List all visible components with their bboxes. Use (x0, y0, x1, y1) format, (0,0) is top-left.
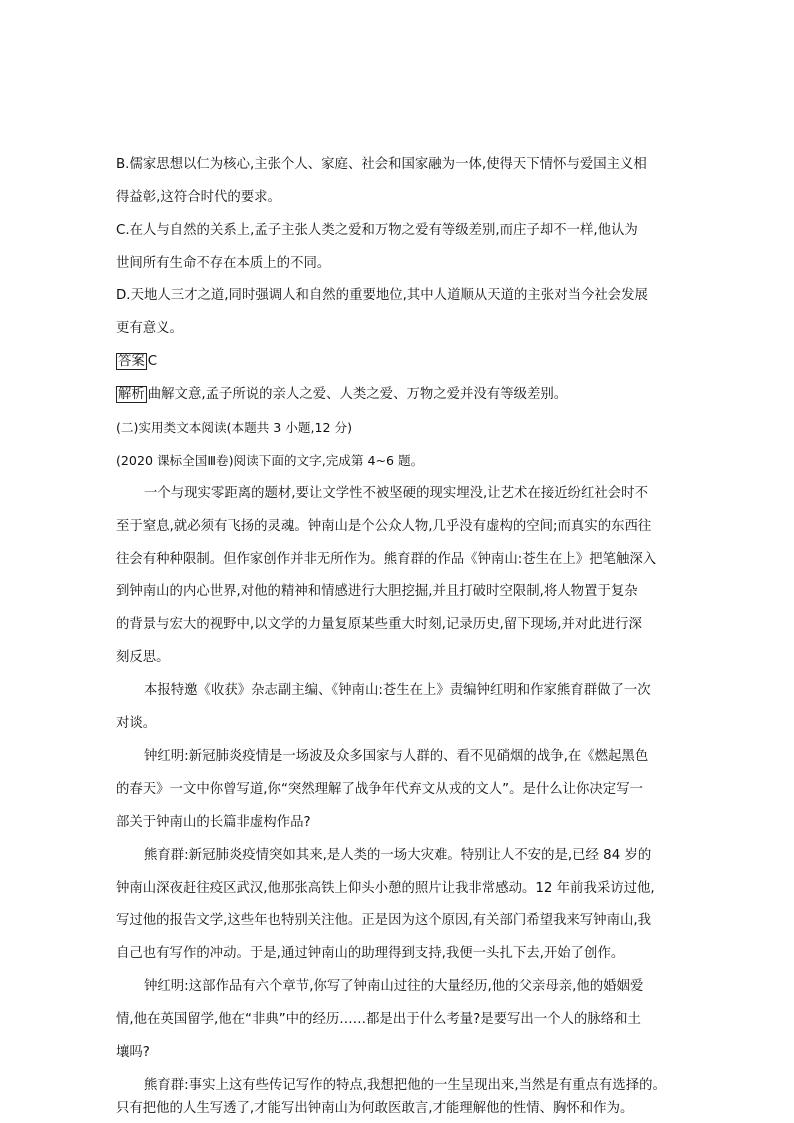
paragraph-4-line-2: 钟南山深夜赶往疫区武汉,他那张高铁上仰头小憩的照片让我非常感动。12 年前我采访过他, (116, 881, 655, 896)
paragraph-1-line-5: 的背景与宏大的视野中,以文学的力量复原某些重大时刻,记录历史,留下现场,并对此进行深 (116, 617, 642, 632)
paragraph-2-line-2: 对谈。 (116, 716, 157, 731)
paragraph-3-line-1: 钟红明:新冠肺炎疫情是一场波及众多国家与人群的、看不见硝烟的战争,在《燃起黑色 (144, 749, 649, 764)
option-c-line-2: 世间所有生命不存在本质上的不同。 (116, 256, 331, 271)
analysis-line (116, 386, 686, 404)
paragraph-5-line-2: 情,他在英国留学,他在“非典”中的经历……都是出于什么考量?是要写出一个人的脉络和土 (116, 1012, 641, 1027)
paragraph-1-line-6: 刻反思。 (116, 650, 170, 665)
paragraph-5-line-1: 钟红明:这部作品有六个章节,你写了钟南山过往的大量经历,他的父亲母亲,他的婚姻爱 (144, 979, 644, 994)
paragraph-1-line-2: 至于窒息,就必须有飞扬的灵魂。钟南山是个公众人物,几乎没有虚构的空间;而真实的东西往 (116, 519, 652, 534)
paragraph-6-line-1: 熊育群:事实上这有些传记写作的特点,我想把他的一生呈现出来,当然是有重点有选择的。 (144, 1078, 666, 1093)
option-c-line-1: C.在人与自然的关系上,孟子主张人类之爱和万物之爱有等级差别,而庄子却不一样,他认为 (116, 223, 638, 238)
paragraph-4-line-3: 写过他的报告文学,这些年也特别关注他。正是因为这个原因,有关部门希望我来写钟南山,我 (116, 913, 652, 928)
paragraph-2-line-1: 本报特邀《收获》杂志副主编、《钟南山:苍生在上》责编钟红明和作家熊育群做了一次 (144, 683, 651, 698)
section-heading: (二)实用类文本阅读(本题共 3 小题,12 分) (116, 420, 353, 435)
analysis-label: 解析 (118, 387, 145, 402)
analysis-text: 曲解文意,孟子所说的亲人之爱、人类之爱、万物之爱并没有等级差别。 (147, 387, 568, 402)
option-d-line-2: 更有意义。 (116, 321, 183, 336)
paragraph-4-line-1: 熊育群:新冠肺炎疫情突如其来,是人类的一场大灾难。特别让人不安的是,已经 84 岁的 (144, 848, 652, 863)
paragraph-4-line-4: 自己也有写作的冲动。于是,通过钟南山的助理得到支持,我便一头扎下去,开始了创作。 (116, 946, 625, 961)
option-b-line-2: 得益彰,这符合时代的要求。 (116, 190, 281, 205)
option-d-line-1: D.天地人三才之道,同时强调人和自然的重要地位,其中人道顺从天道的主张对当今社会发展 (116, 288, 648, 303)
answer-label: 答案 (118, 354, 145, 369)
paragraph-6-line-2: 只有把他的人生写透了,才能写出钟南山为何敢医敢言,才能理解他的性情、胸怀和作为。 (116, 1101, 634, 1116)
paragraph-1-line-4: 到钟南山的内心世界,对他的精神和情感进行大胆挖掘,并且打破时空限制,将人物置于复杂 (116, 584, 638, 599)
paragraph-1-line-1: 一个与现实零距离的题材,要让文学性不被坚硬的现实埋没,让艺术在接近纷红社会时不 (144, 486, 648, 501)
paragraph-3-line-2: 的春天》一文中你曾写道,你“突然理解了战争年代弃文从戎的文人”。是什么让你决定写一 (116, 782, 643, 797)
option-b-line-1: B.儒家思想以仁为核心,主张个人、家庭、社会和国家融为一体,使得天下情怀与爱国主义相 (116, 157, 647, 172)
source-line: (2020 课标全国Ⅲ卷)阅读下面的文字,完成第 4~6 题。 (116, 453, 424, 468)
paragraph-5-line-3: 壤吗? (116, 1045, 150, 1060)
answer-line (116, 353, 686, 371)
paragraph-1-line-3: 往会有种种限制。但作家创作并非无所作为。熊育群的作品《钟南山:苍生在上》把笔触深入 (116, 552, 657, 567)
answer-value: C (147, 354, 158, 369)
paragraph-3-line-3: 部关于钟南山的长篇非虚构作品? (116, 815, 311, 830)
